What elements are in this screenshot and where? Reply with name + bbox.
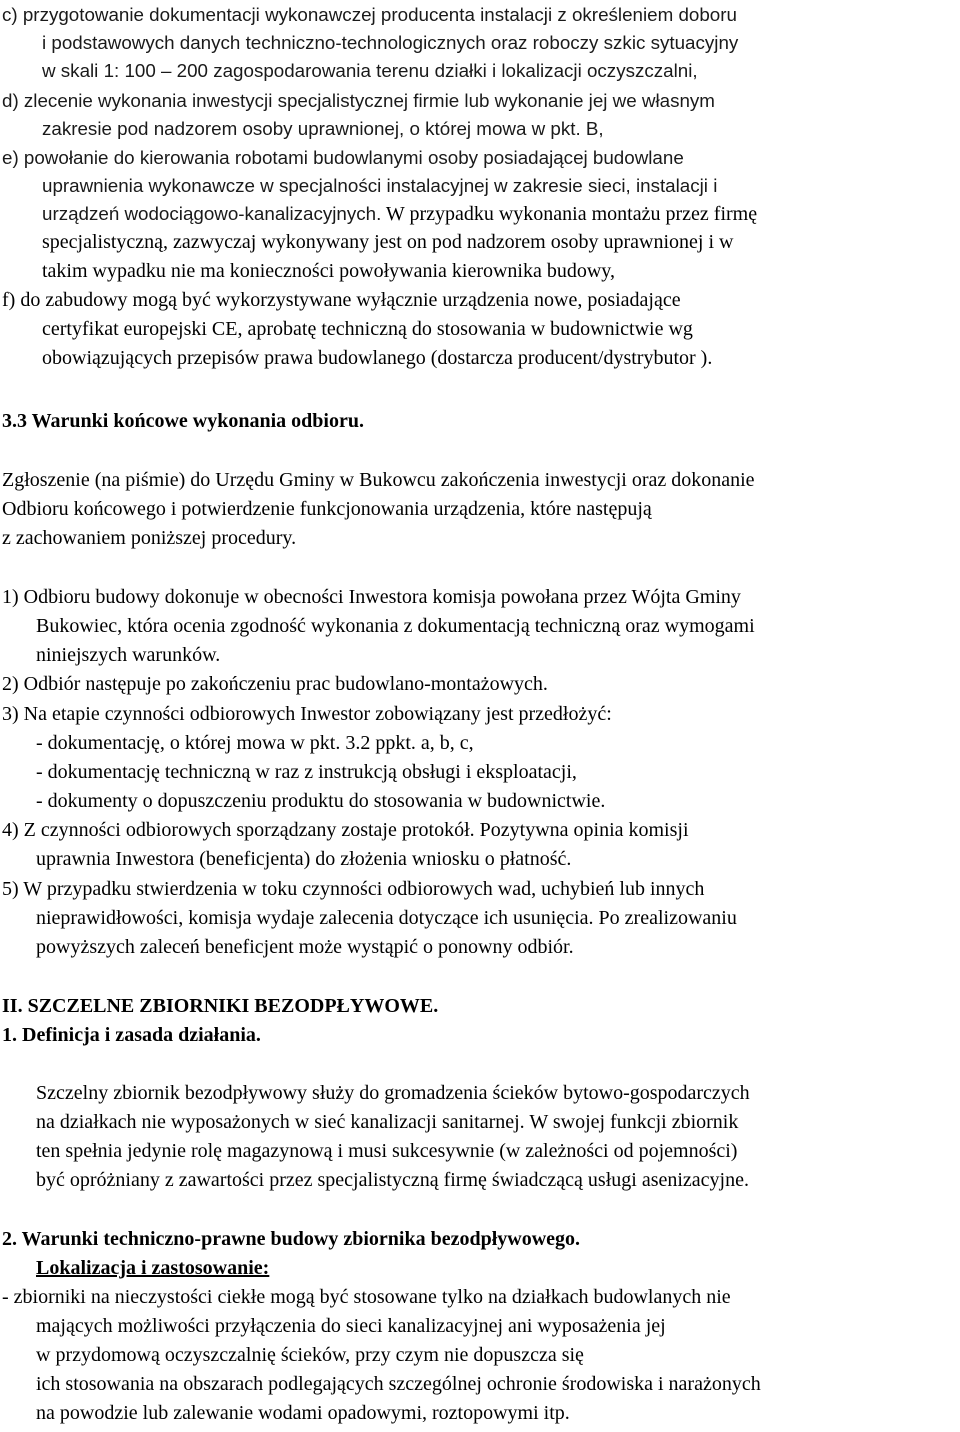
location-line3: w przydomową oczyszczalnię ścieków, przy czym nie dopuszcza się bbox=[36, 1344, 584, 1366]
procedure-item-3-line1: 3) Na etapie czynności odbiorowych Inwestor zobowiązany jest przedłożyć: bbox=[2, 703, 612, 725]
procedure-item-1-line3: niniejszych warunków. bbox=[36, 644, 221, 666]
list-item-d-line1: d) zlecenie wykonania inwestycji specjalistycznej firmie lub wykonanie jej we własnym bbox=[2, 90, 715, 111]
list-item-e-line2: uprawnienia wykonawcze w specjalności instalacyjnej w zakresie sieci, instalacji i bbox=[42, 175, 718, 196]
section-II-heading: II. SZCZELNE ZBIORNIKI BEZODPŁYWOWE. bbox=[2, 995, 439, 1017]
list-item-e-line3-part-b: W przypadku wykonania montażu przez firmę bbox=[381, 203, 758, 225]
subsection-1-heading: 1. Definicja i zasada działania. bbox=[2, 1024, 261, 1046]
list-item-e-line1: e) powołanie do kierowania robotami budowlanymi osoby posiadającej budowlane bbox=[2, 147, 684, 168]
list-item-f-line2: certyfikat europejski CE, aprobatę techniczną do stosowania w budownictwie wg bbox=[42, 318, 693, 340]
list-item-c-line1: c) przygotowanie dokumentacji wykonawczej producenta instalacji z określeniem doboru bbox=[2, 4, 737, 25]
procedure-item-4-line1: 4) Z czynności odbiorowych sporządzany zostaje protokół. Pozytywna opinia komisji bbox=[2, 819, 689, 841]
procedure-item-2-line1: 2) Odbiór następuje po zakończeniu prac budowlano-montażowych. bbox=[2, 673, 548, 695]
list-item-e-line5: takim wypadku nie ma konieczności powoływania kierownika budowy, bbox=[42, 260, 616, 282]
section-3-3-intro-line2: Odbioru końcowego i potwierdzenie funkcjonowania urządzenia, które następują bbox=[2, 498, 652, 520]
definition-line3: ten spełnia jedynie rolę magazynową i musi sukcesywnie (w zależności od pojemności) bbox=[36, 1140, 738, 1162]
list-item-c-line2: i podstawowych danych techniczno-technologicznych oraz roboczy szkic sytuacyjny bbox=[42, 32, 739, 53]
list-item-c-line3: w skali 1: 100 – 200 zagospodarowania terenu działki i lokalizacji oczyszczalni, bbox=[42, 60, 698, 81]
section-3-3-intro-line3: z zachowaniem poniższej procedury. bbox=[2, 527, 297, 549]
list-item-f-line3: obowiązujących przepisów prawa budowlanego (dostarcza producent/dystrybutor ). bbox=[42, 347, 713, 369]
procedure-item-5-line2: nieprawidłowości, komisja wydaje zalecenia dotyczące ich usunięcia. Po zrealizowaniu bbox=[36, 907, 737, 929]
procedure-item-1-line2: Bukowiec, która ocenia zgodność wykonania z dokumentacją techniczną oraz wymogami bbox=[36, 615, 755, 637]
section-3-3-heading: 3.3 Warunki końcowe wykonania odbioru. bbox=[2, 410, 364, 432]
list-item-e-line3 bbox=[42, 199, 757, 229]
definition-line2: na działkach nie wyposażonych w sieć kanalizacji sanitarnej. W swojej funkcji zbiornik bbox=[36, 1111, 739, 1133]
procedure-item-5-line3: powyższych zaleceń beneficjent może wystąpić o ponowny odbiór. bbox=[36, 936, 574, 958]
definition-line1: Szczelny zbiornik bezodpływowy służy do gromadzenia ścieków bytowo-gospodarczych bbox=[36, 1082, 750, 1104]
procedure-item-3-bullet1: - dokumentację, o której mowa w pkt. 3.2 ppkt. a, b, c, bbox=[36, 732, 474, 754]
location-line4: ich stosowania na obszarach podlegających szczególnej ochronie środowiska i narażonych bbox=[36, 1373, 761, 1395]
procedure-item-4-line2: uprawnia Inwestora (beneficjenta) do złożenia wniosku o płatność. bbox=[36, 848, 572, 870]
section-3-3-intro-line1: Zgłoszenie (na piśmie) do Urzędu Gminy w Bukowcu zakończenia inwestycji oraz dokonanie bbox=[2, 469, 755, 491]
procedure-item-1-line1: 1) Odbioru budowy dokonuje w obecności Inwestora komisja powołana przez Wójta Gminy bbox=[2, 586, 741, 608]
procedure-item-3-bullet3: - dokumenty o dopuszczeniu produktu do stosowania w budownictwie. bbox=[36, 790, 606, 812]
location-line5: na powodzie lub zalewanie wodami opadowymi, roztopowymi itp. bbox=[36, 1402, 570, 1424]
list-item-f-line1: f) do zabudowy mogą być wykorzystywane wyłącznie urządzenia nowe, posiadające bbox=[2, 289, 681, 311]
list-item-e-line3-part-a: urządzeń wodociągowo-kanalizacyjnych. bbox=[42, 203, 382, 224]
list-item-d-line2: zakresie pod nadzorem osoby uprawnionej, o której mowa w pkt. B, bbox=[42, 118, 604, 139]
definition-line4: być opróżniany z zawartości przez specjalistyczną firmę świadczącą usługi asenizacyjne. bbox=[36, 1169, 749, 1191]
procedure-item-3-bullet2: - dokumentację techniczną w raz z instrukcją obsługi i eksploatacji, bbox=[36, 761, 577, 783]
location-line2: mających możliwości przyłączenia do sieci kanalizacyjnej ani wyposażenia jej bbox=[36, 1315, 666, 1337]
subsection-2-heading: 2. Warunki techniczno-prawne budowy zbiornika bezodpływowego. bbox=[2, 1228, 581, 1250]
list-item-e-line4: specjalistyczną, zazwyczaj wykonywany jest on pod nadzorem osoby uprawnionej i w bbox=[42, 231, 734, 253]
procedure-item-5-line1: 5) W przypadku stwierdzenia w toku czynności odbiorowych wad, uchybień lub innych bbox=[2, 878, 705, 900]
location-line1: - zbiorniki na nieczystości ciekłe mogą być stosowane tylko na działkach budowlanych nie bbox=[2, 1286, 731, 1308]
subsection-2-label: Lokalizacja i zastosowanie: bbox=[36, 1257, 270, 1279]
